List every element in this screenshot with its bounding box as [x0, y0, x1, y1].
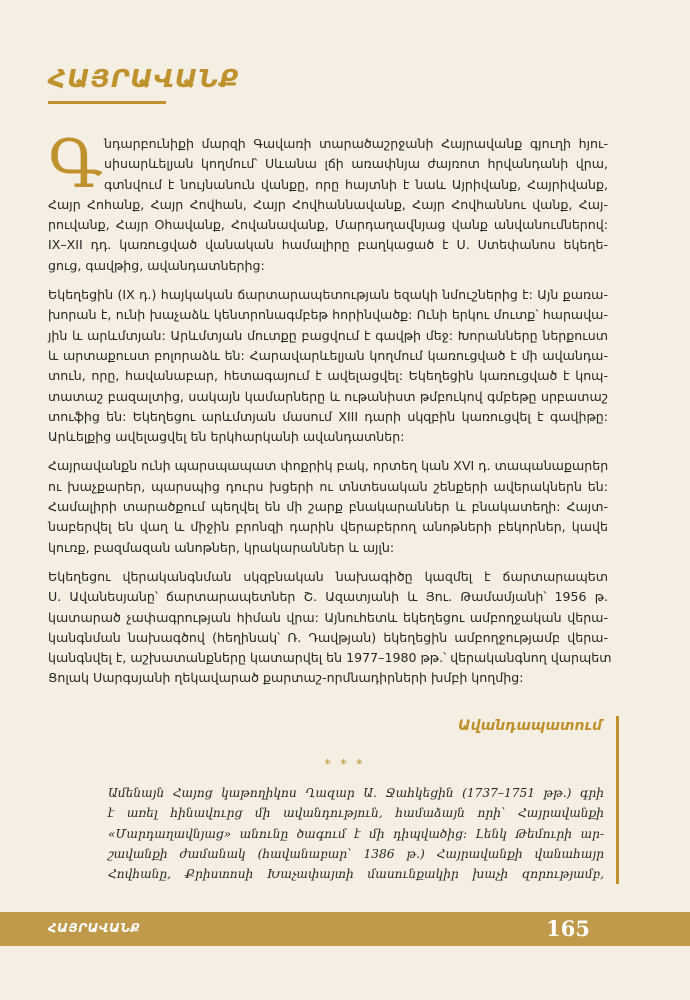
footer-title: ՀԱՅՐԱՎԱՆՔ — [48, 921, 141, 935]
text-line: կանգնման նախագծով (հեղինակ՝ Ռ. Դավթյան) եկեղեցին ամբողջությամբ վերա- — [48, 629, 608, 645]
text-line: Հայր Հոհանք, Հայր Հովհան, Հայր Հովհաննավանք, Հայր Հովհաննու վանք, Հայ- — [48, 196, 608, 212]
text-line: կատարած չափագրության հիման վրա: Այնուհետև եկեղեցու ամբողջական վերա- — [48, 609, 608, 625]
legend-line: Հովհանը, Քրիստոսի Խաչափայտի մասունքակիր խաչի զորությամբ, — [108, 867, 604, 882]
drop-cap: Գ — [48, 126, 103, 203]
title-underline — [48, 101, 166, 104]
text-line: նդարբունիքի մարզի Գավառի տարածաշրջանի Հայրավանք գյուղի հյու- — [104, 136, 608, 151]
text-line: նաբերվել են վաղ և միջին բրոնզի դարին վերաբերող անոթների բեկորներ, կավե — [48, 519, 608, 535]
text-line: րուվանք, Հայր Օհավանք, Հովանավանք, Մարդաղավնյաց վանք անվանումներով: — [48, 217, 608, 233]
article-body — [48, 126, 612, 698]
text-line: յին և արևմտյան: Արևմտյան մուտքը բացվում է գավթի մեջ: Խորանները ներքուստ — [48, 327, 608, 343]
text-line: Ս. Ավանեսյանը՝ ճարտարապետներ Շ. Ազատյանի և Յու. Թամամյանի՝ 1956 թ. — [48, 589, 608, 605]
legend-line: շավանքի ժամանակ (հավանաբար՝ 1386 թ.) Հայրավանքի վանահայր — [108, 846, 604, 861]
text-line: IX–XII դդ. կառուցված վանական համալիրը բաղկացած է Ս. Ստեփանոս եկեղե- — [48, 237, 608, 253]
text-line: Եկեղեցին (IX դ.) հայկական ճարտարապետության եզակի նմուշներից է: Այն քառա- — [48, 287, 608, 303]
text-line: Հայրավանքն ունի պարսպապատ փոքրիկ բակ, որտեղ կան XVI դ. տապանաքարեր — [48, 458, 609, 474]
text-line: Եկեղեցու վերականգնման սկզբնական նախագիծը կազմել է ճարտարապետ — [48, 568, 608, 584]
page-number: 165 — [546, 916, 590, 941]
text-line: և արտաքուստ բոլորաձև են: Հարավարևելյան կողմում կառուցված է մի ավանդա- — [48, 347, 608, 363]
paragraph-1 — [48, 126, 608, 276]
page-title: ՀԱՅՐԱՎԱՆՔ — [48, 64, 240, 93]
sidebar-rule — [616, 716, 619, 884]
legend-line: է առել հինավուրց մի ավանդություն, համաձայն որի՝ Հայրավանքի — [108, 806, 604, 821]
text-line: ցուց, գավթից, ավանդատներից: — [48, 257, 265, 273]
paragraph-4 — [48, 567, 612, 689]
text-line: տուֆից են: Եկեղեցու արևմտյան մասում XIII դարի սկզբին կառուցվել է գավիթը: — [48, 408, 608, 424]
text-line: գտնվում է նույնանուն վանքը, որը հայտնի է նաև Այրիվանք, Հայրիվանք, — [104, 176, 608, 192]
text-line: Համալիրի տարածքում պեղվել են մի շարք բնակարաններ և բնակատեղի: Հայտ- — [48, 499, 608, 515]
text-line: ու խաչքարեր, պարսպից դուրս խցերի ու տնտեսական շենքերի ավերակներն են: — [48, 478, 608, 494]
paragraph-2 — [48, 285, 608, 447]
text-line: կուռք, բազմազան անոթներ, կրակարաններ և այլն: — [48, 539, 395, 555]
text-line: սիսարևելյան կողմում՝ Սևանա լճի առափնյա ժայռոտ հրվանդանի վրա, — [104, 156, 608, 172]
legend-text — [108, 783, 604, 884]
legend-line: Ամենայն Հայոց կաթողիկոս Ղազար Ա. Ջահկեցին (1737–1751 թթ.) գրի — [108, 786, 604, 800]
text-line: տատաշ բազալտից, սակայն կամարները և ութանիստ թմբուկով գմբեթը սրբատաշ — [48, 388, 608, 404]
text-line: Ցոլակ Սարգսյանի ղեկավարած քարտաշ-որմնադիրների խմբի կողմից: — [48, 670, 524, 686]
paragraph-3 — [48, 456, 608, 557]
sidebar-title: Ավանդապատում — [457, 718, 602, 734]
text-line: Արևելքից ավելացվել են երկհարկանի ավանդատներ: — [48, 429, 405, 445]
legend-line: «Մարդաղավնյաց» անունը ծագում է մի դիպվածից: Լենկ Թեմուրի ար- — [108, 826, 604, 841]
text-line: կանգնվել է, աշխատանքները կատարվել են 1977–1980 թթ.՝ վերականգնող վարպետ — [48, 650, 612, 666]
text-line: տուն, որը, հավանաբար, հետագայում է ավելացվել: Եկեղեցին կառուցված է կոպ- — [48, 368, 608, 384]
sidebar-ornament: * * * — [324, 757, 366, 771]
text-line: խորան է, ունի խաչաձև կենտրոնագմբեթ հորինվածք: Ունի երկու մուտք՝ հարավա- — [48, 307, 608, 323]
